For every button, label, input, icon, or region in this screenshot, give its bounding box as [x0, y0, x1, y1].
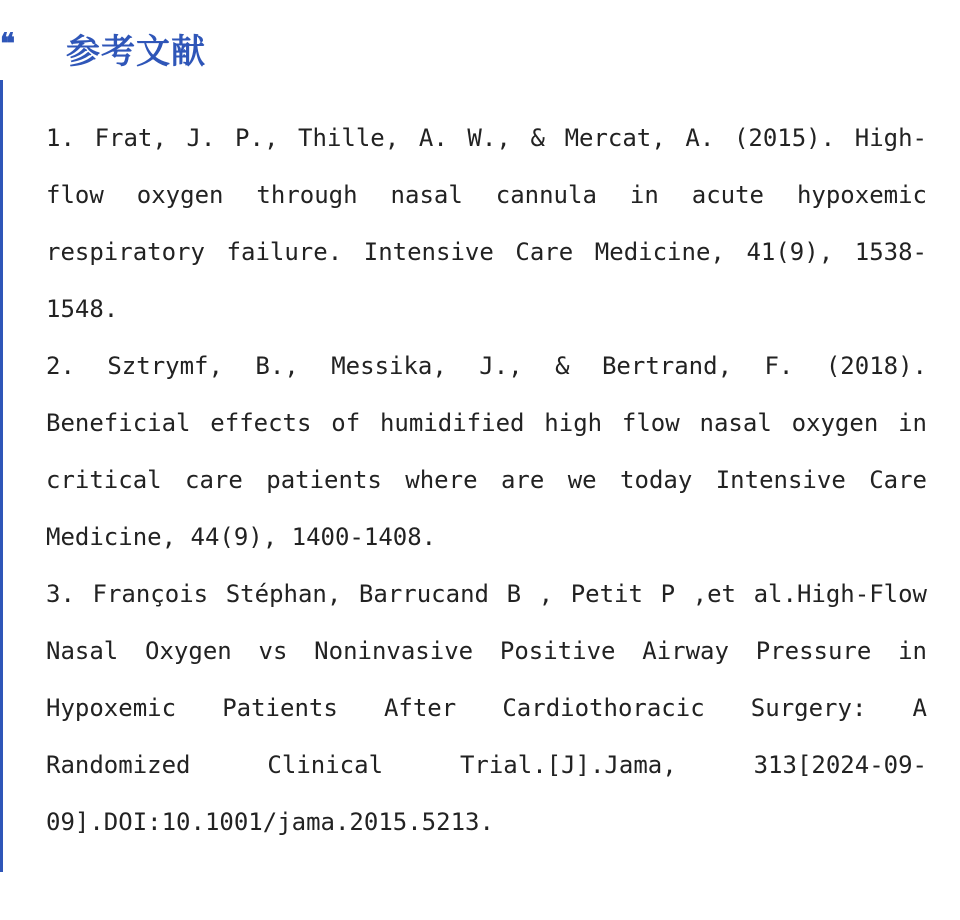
reference-item-1: 1. Frat, J. P., Thille, A. W., & Mercat, A. (2015). High-flow oxygen through nasal cannula in acute hypoxemic respiratory failure. Intensive Care Medicine, 41(9), 1538-1548.	[46, 124, 927, 323]
left-accent-rule	[0, 80, 3, 872]
reference-item-3: 3. François Stéphan, Barrucand B , Petit P ,et al.High-Flow Nasal Oxygen vs Noninvasive Positive Airway Pressure in Hypoxemic Patients After Cardiothoracic Surgery: A Randomized Clinical Trial.[J].Jama, 313[2024-09-09].DOI:10.1001/jama.2015.5213.	[46, 580, 927, 836]
reference-item-2: 2. Sztrymf, B., Messika, J., & Bertrand, F. (2018). Beneficial effects of humidified high flow nasal oxygen in critical care patients where are we today Intensive Care Medicine, 44(9), 1400-1408.	[46, 352, 927, 551]
section-title: 参考文献	[66, 32, 206, 72]
quote-mark-icon: ❝	[0, 27, 16, 60]
reference-list	[46, 110, 927, 851]
